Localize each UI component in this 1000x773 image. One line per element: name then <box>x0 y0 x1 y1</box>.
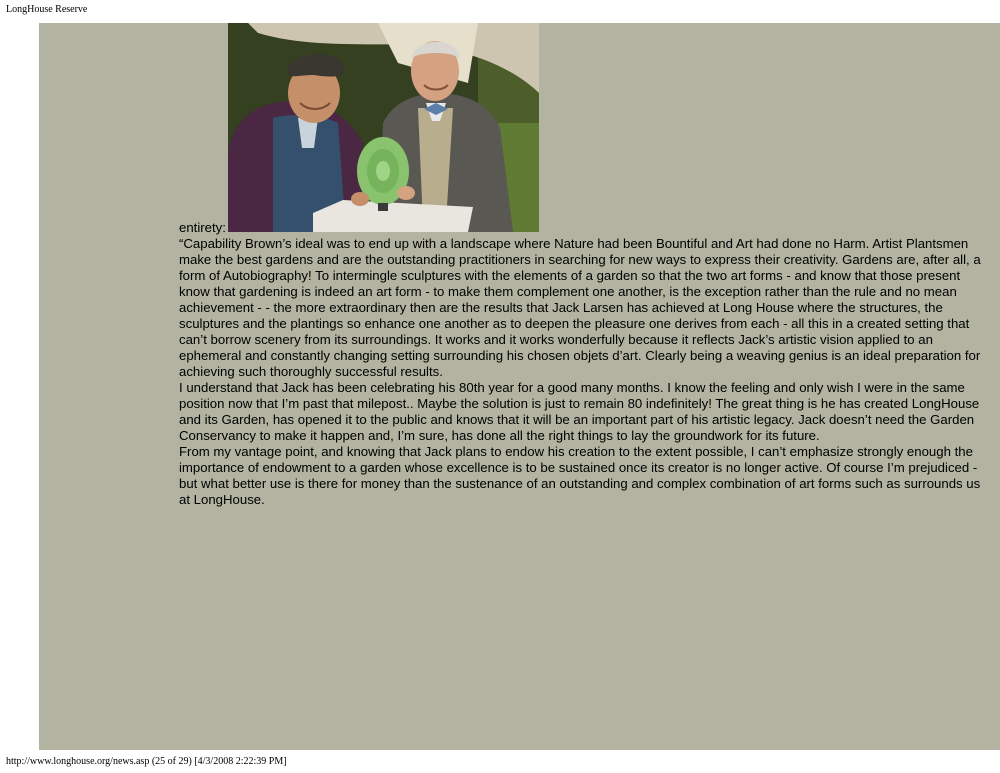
content-panel <box>39 23 1000 750</box>
print-footer-url: http://www.longhouse.org/news.asp (25 of 29) [4/3/2008 2:22:39 PM] <box>6 756 287 767</box>
article-body <box>179 236 991 508</box>
article-paragraph: From my vantage point, and knowing that Jack plans to endow his creation to the extent possible, I can’t emphasize strongly enough the importance of endowment to a garden whose excellence is to be sustained once its creator is no longer active. Of course I’m prejudiced - but what better use is there for money than the sustenance of an outstanding and complex combination of art forms such as surrounds us at LongHouse. <box>179 444 981 507</box>
print-header-title: LongHouse Reserve <box>6 4 88 15</box>
photo-two-men-with-sculpture <box>228 23 539 232</box>
lead-word: entirety: <box>179 220 226 235</box>
article-paragraph: I understand that Jack has been celebrating his 80th year for a good many months. I know the feeling and only wish I were in the same position now that I’m past that milepost.. Maybe the solution is just to remain 80 indefinitely! The great thing is he has created LongHouse and its Garden, has opened it to the public and knows that it will be an important part of his artistic legacy. Jack doesn’t need the Garden Conservancy to make it happen and, I’m sure, has done all the right things to lay the groundwork for its future. <box>179 380 980 443</box>
article-paragraph: “Capability Brown’s ideal was to end up with a landscape where Nature had been Bountiful and Art had done no Harm. Artist Plantsmen make the best gardens and are the outstanding practitioners in searching for new ways to express their creativity. Gardens are, after all, a form of Autobiography! To intermingle sculptures with the elements of a garden so that the two art forms - and know that those present know that gardening is indeed an art form - to make them complement one another, is the exception rather than the rule and no mean achievement - - the more extraordinary then are the results that Jack Larsen has achieved at Long House where the structures, the sculptures and the plantings so enhance one another as to deepen the pleasure one derives from each - all this in a created setting that can’t borrow scenery from its surroundings. It works and it works wonderfully because it reflects Jack’s artistic vision applied to an ephemeral and constantly changing setting surrounding his chosen objets d’art. Clearly being a weaving genius is an ideal preparation for achieving such thoroughly successful results. <box>179 236 981 379</box>
